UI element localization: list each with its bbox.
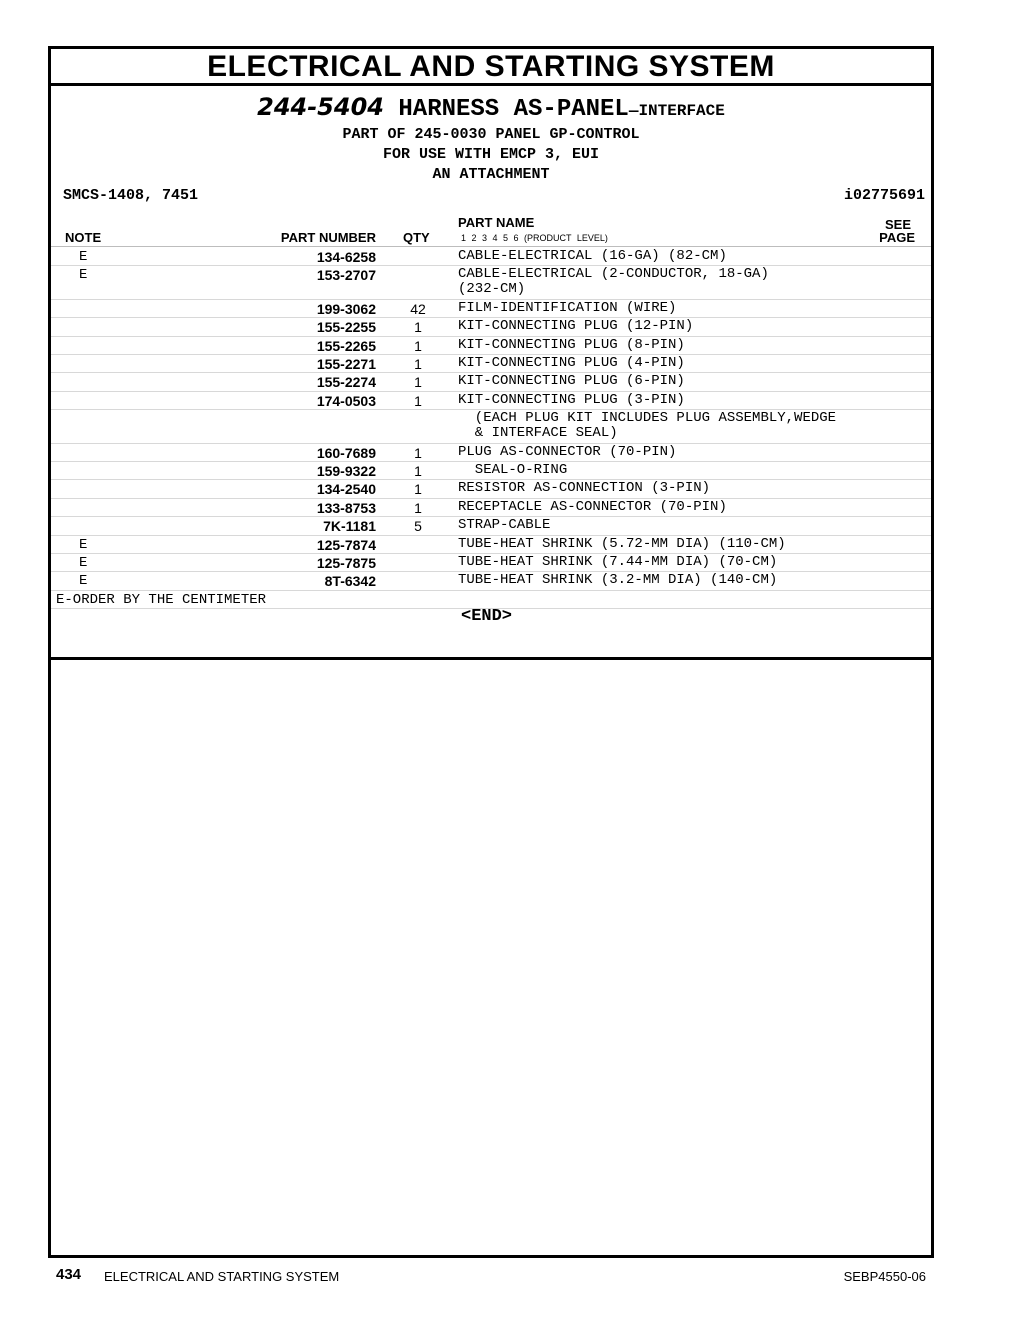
row-part-number: 174-0503 <box>316 392 376 409</box>
row-part-number: 155-2255 <box>316 319 376 336</box>
header-part-number: PART NUMBER <box>280 230 376 245</box>
table-row <box>51 247 931 265</box>
table-row <box>51 265 931 298</box>
row-part-name: PLUG AS-CONNECTOR (70-PIN) <box>458 443 677 460</box>
table-row <box>51 516 931 534</box>
header-note: NOTE <box>65 230 102 245</box>
row-part-number: 133-8753 <box>316 499 376 516</box>
row-part-name: KIT-CONNECTING PLUG (3-PIN) <box>458 391 685 408</box>
table-row <box>51 299 931 317</box>
part-heading <box>51 93 931 185</box>
row-part-number: 199-3062 <box>316 300 376 317</box>
part-heading-dash: — <box>628 102 639 120</box>
row-part-number: 134-6258 <box>316 249 376 265</box>
table-row <box>51 498 931 516</box>
row-part-name: STRAP-CABLE <box>458 517 551 534</box>
row-part-number: 153-2707 <box>316 267 376 284</box>
part-heading-number: 244-5404 <box>257 93 384 121</box>
table-row <box>51 461 931 479</box>
illustration-id: i02775691 <box>843 187 925 204</box>
row-part-number: 8T-6342 <box>324 573 376 590</box>
row-qty: 42 <box>410 300 426 317</box>
page-frame <box>48 46 934 1258</box>
header-see: SEE <box>884 217 911 232</box>
row-qty: 1 <box>414 463 422 479</box>
row-part-number: 134-2540 <box>316 481 376 498</box>
table-row <box>51 391 931 409</box>
header-part-name: PART NAME <box>458 215 535 230</box>
row-part-number: 155-2274 <box>316 374 376 391</box>
row-qty: 1 <box>414 337 422 354</box>
row-part-name: KIT-CONNECTING PLUG (4-PIN) <box>458 355 685 371</box>
row-qty: 5 <box>414 518 422 535</box>
row-part-number: 7K-1181 <box>323 518 376 535</box>
table-row <box>51 443 931 461</box>
row-note: E <box>79 536 88 553</box>
row-part-name: (EACH PLUG KIT INCLUDES PLUG ASSEMBLY,WEDGE & INTERFACE SEAL) <box>474 410 837 442</box>
table-row <box>51 479 931 497</box>
table-row <box>51 571 931 589</box>
row-part-name: TUBE-HEAT SHRINK (3.2-MM DIA) (140-CM) <box>458 572 778 589</box>
row-part-number: 159-9322 <box>316 463 376 479</box>
end-marker: <END> <box>461 607 513 626</box>
row-qty: 1 <box>414 392 422 409</box>
attachment-line: AN ATTACHMENT <box>432 166 550 183</box>
header-qty: QTY <box>403 230 430 245</box>
row-qty: 1 <box>414 374 422 391</box>
part-heading-name: HARNESS AS-PANEL <box>398 96 629 123</box>
row-part-number: 155-2271 <box>316 356 376 372</box>
row-part-number: 125-7875 <box>316 555 376 571</box>
order-note: E-ORDER BY THE CENTIMETER <box>56 591 267 608</box>
section-divider <box>51 657 931 660</box>
footer-page-number: 434 <box>56 1266 82 1283</box>
row-part-name: FILM-IDENTIFICATION (WIRE) <box>458 299 677 316</box>
part-of-line: PART OF 245-0030 PANEL GP-CONTROL <box>342 126 640 143</box>
section-title: ELECTRICAL AND STARTING SYSTEM <box>51 49 931 86</box>
row-part-name: TUBE-HEAT SHRINK (5.72-MM DIA) (110-CM) <box>458 535 786 552</box>
row-part-name: SEAL-O-RING <box>458 462 568 478</box>
table-row <box>51 409 931 442</box>
row-part-name: RESISTOR AS-CONNECTION (3-PIN) <box>458 480 711 497</box>
footer-document-id: SEBP4550-06 <box>843 1269 926 1284</box>
row-part-name: CABLE-ELECTRICAL (16-GA) (82-CM) <box>458 248 727 264</box>
table-row <box>51 354 931 372</box>
row-part-number: 155-2265 <box>316 337 376 354</box>
header-product-levels: 1 2 3 4 5 6 (PRODUCT LEVEL) <box>461 233 608 243</box>
footer-section-title: ELECTRICAL AND STARTING SYSTEM <box>104 1269 340 1284</box>
row-qty: 1 <box>414 319 422 336</box>
table-row <box>51 317 931 335</box>
row-part-name: KIT-CONNECTING PLUG (8-PIN) <box>458 336 685 353</box>
part-heading-suffix: INTERFACE <box>638 102 725 120</box>
row-part-name: TUBE-HEAT SHRINK (7.44-MM DIA) (70-CM) <box>458 554 778 570</box>
header-page: PAGE <box>879 230 915 245</box>
row-part-name: RECEPTACLE AS-CONNECTOR (70-PIN) <box>458 498 727 515</box>
row-divider <box>51 590 931 591</box>
row-qty: 1 <box>414 481 422 498</box>
row-part-number: 125-7874 <box>316 536 376 553</box>
table-row <box>51 336 931 354</box>
table-row <box>51 372 931 390</box>
table-row <box>51 553 931 571</box>
row-qty: 1 <box>414 499 422 516</box>
smcs-code: SMCS-1408, 7451 <box>63 187 199 204</box>
use-with-line: FOR USE WITH EMCP 3, EUI <box>382 146 600 163</box>
row-part-name: KIT-CONNECTING PLUG (6-PIN) <box>458 373 685 390</box>
row-note: E <box>79 555 88 571</box>
row-note: E <box>79 267 88 284</box>
row-note: E <box>79 573 88 590</box>
row-qty: 1 <box>414 356 422 372</box>
row-note: E <box>79 249 88 265</box>
row-qty: 1 <box>414 444 422 461</box>
part-heading-main <box>51 93 931 125</box>
row-part-name: KIT-CONNECTING PLUG (12-PIN) <box>458 318 694 335</box>
row-part-number: 160-7689 <box>316 444 376 461</box>
row-part-name: CABLE-ELECTRICAL (2-CONDUCTOR, 18-GA) (232-CM) <box>458 266 769 298</box>
table-row <box>51 535 931 553</box>
